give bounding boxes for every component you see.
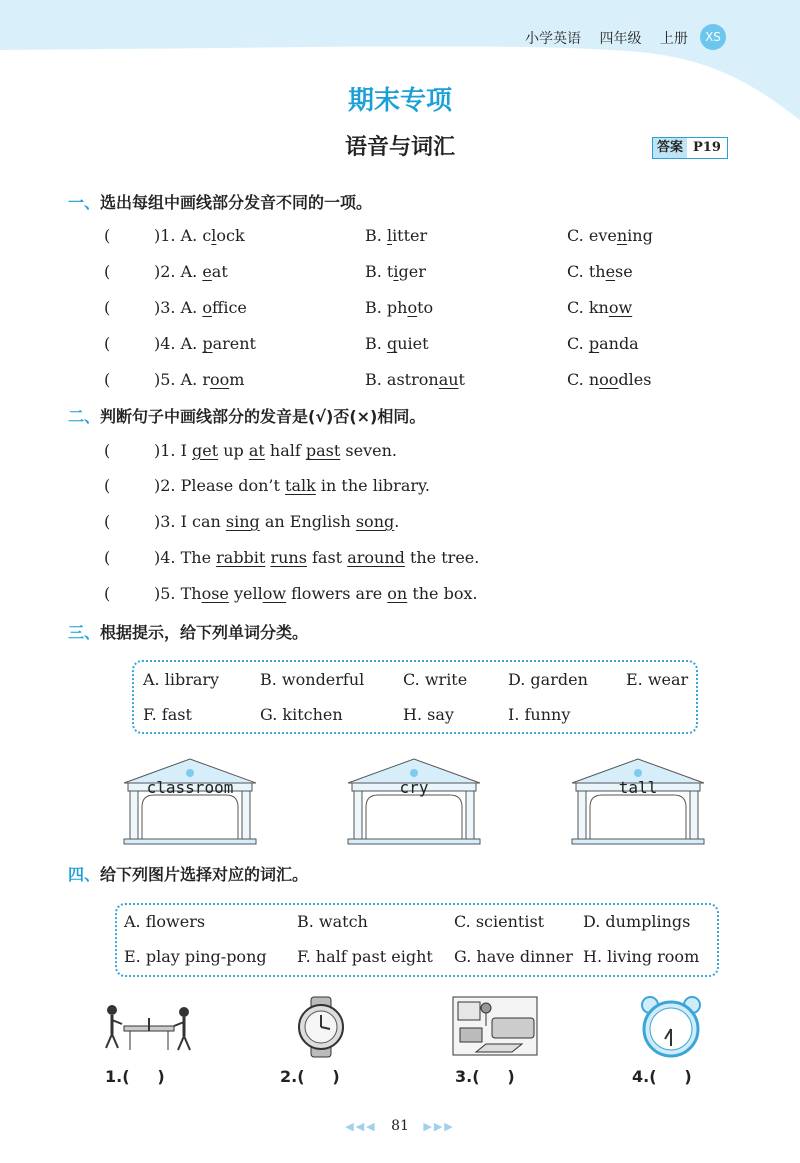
answer-label: 答案: [653, 138, 687, 158]
left-arrows-icon: ◀◀◀: [345, 1120, 377, 1133]
living-room-picture: [452, 996, 538, 1056]
clock-picture: [638, 995, 704, 1059]
section1-heading: 一、选出每组中画线部分发音不同的一项。: [68, 193, 373, 212]
option-b-1-4: B. quiet: [365, 334, 429, 353]
word-3-e: E. wear: [626, 670, 689, 689]
sentence-2-2: )2. Please don’t talk in the library.: [154, 476, 431, 495]
answer-blank-1-4[interactable]: (: [104, 334, 111, 353]
word-3-i: I. funny: [508, 705, 571, 724]
section3-heading: 三、根据提示，给下列单词分类。: [68, 623, 309, 642]
section4-heading: 四、给下列图片选择对应的词汇。: [68, 865, 309, 884]
word-3-b: B. wonderful: [260, 670, 365, 689]
word-4-f: F. half past eight: [297, 947, 433, 966]
sentence-2-4: )4. The rabbit runs fast around the tree.: [154, 548, 480, 567]
option-a-1-4: )4. A. parent: [154, 334, 256, 353]
option-c-1-2: C. these: [567, 262, 633, 281]
sentence-2-1: )1. I get up at half past seven.: [154, 441, 397, 460]
word-3-g: G. kitchen: [260, 705, 343, 724]
answer-blank-1-2[interactable]: (: [104, 262, 111, 281]
option-a-1-1: )1. A. clock: [154, 226, 245, 245]
header-subject: 小学英语: [525, 31, 581, 47]
answer-blank-2-1[interactable]: (: [104, 441, 111, 460]
word-4-c: C. scientist: [454, 912, 545, 931]
answer-blank-2-4[interactable]: (: [104, 548, 111, 567]
header-term: 上册: [659, 31, 688, 47]
book-header: [525, 28, 702, 48]
house-label-2: cry: [399, 778, 429, 797]
category-house-1: [120, 755, 260, 845]
option-a-1-3: )3. A. office: [154, 298, 247, 317]
picture-4-answer[interactable]: 4.( ): [632, 1067, 692, 1086]
word-4-g: G. have dinner: [454, 947, 573, 966]
header-grade: 四年级: [599, 31, 642, 47]
option-a-1-2: )2. A. eat: [154, 262, 228, 281]
ping-pong-picture: [100, 1000, 196, 1056]
answer-blank-2-2[interactable]: (: [104, 476, 111, 495]
word-3-a: A. library: [143, 670, 220, 689]
sentence-2-3: )3. I can sing an English song.: [154, 512, 400, 531]
answer-ref: [652, 137, 728, 159]
xs-badge: XS: [700, 24, 726, 50]
word-4-d: D. dumplings: [583, 912, 691, 931]
option-c-1-5: C. noodles: [567, 370, 652, 389]
answer-page: P19: [693, 140, 721, 155]
answer-blank-1-5[interactable]: (: [104, 370, 111, 389]
section2-heading: 二、判断句子中画线部分的发音是(√)否(×)相同。: [68, 407, 426, 426]
house-label-1: classroom: [146, 778, 234, 797]
sentence-2-5: )5. Those yellow flowers are on the box.: [154, 584, 478, 603]
option-b-1-2: B. tiger: [365, 262, 426, 281]
answer-blank-1-1[interactable]: (: [104, 226, 111, 245]
answer-blank-2-5[interactable]: (: [104, 584, 111, 603]
word-4-b: B. watch: [297, 912, 368, 931]
page-title: 期末专项: [347, 86, 452, 116]
word-3-c: C. write: [403, 670, 468, 689]
answer-blank-2-3[interactable]: (: [104, 512, 111, 531]
house-label-3: tall: [618, 778, 658, 797]
page-subtitle: 语音与词汇: [344, 135, 455, 160]
right-arrows-icon: ▶▶▶: [423, 1120, 455, 1133]
word-4-e: E. play ping-pong: [124, 947, 267, 966]
option-c-1-4: C. panda: [567, 334, 639, 353]
category-house-2: [344, 755, 484, 845]
option-b-1-1: B. litter: [365, 226, 428, 245]
page-number: ◀◀◀ 81 ▶▶▶: [345, 1118, 455, 1134]
option-b-1-5: B. astronaut: [365, 370, 465, 389]
word-4-a: A. flowers: [124, 912, 206, 931]
option-b-1-3: B. photo: [365, 298, 434, 317]
word-3-h: H. say: [403, 705, 454, 724]
picture-3-answer[interactable]: 3.( ): [455, 1067, 515, 1086]
watch-picture: [292, 995, 350, 1059]
option-a-1-5: )5. A. room: [154, 370, 245, 389]
picture-1-answer[interactable]: 1.( ): [105, 1067, 165, 1086]
word-4-h: H. living room: [583, 947, 700, 966]
option-c-1-3: C. know: [567, 298, 633, 317]
word-3-f: F. fast: [143, 705, 192, 724]
option-c-1-1: C. evening: [567, 226, 653, 245]
word-3-d: D. garden: [508, 670, 588, 689]
category-house-3: [568, 755, 708, 845]
picture-2-answer[interactable]: 2.( ): [280, 1067, 340, 1086]
answer-blank-1-3[interactable]: (: [104, 298, 111, 317]
